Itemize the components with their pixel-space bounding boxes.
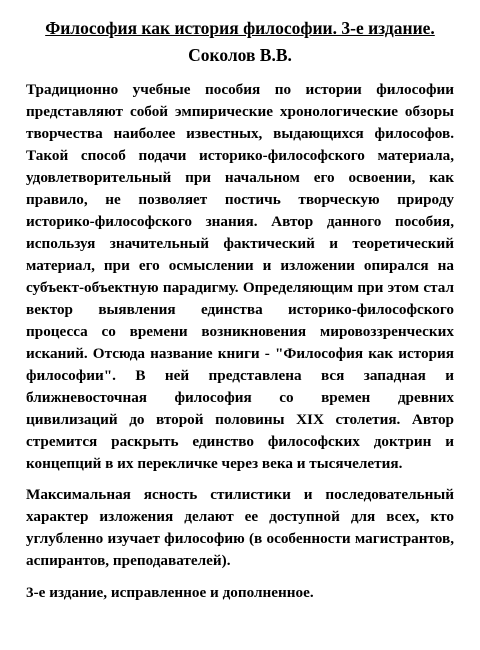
book-author: Соколов В.В. <box>188 45 292 65</box>
edition-note: 3-е издание, исправленное и дополненное. <box>26 584 314 601</box>
description-paragraph-1: Традиционно учебные пособия по истории философии представляют собой эмпирические хронологические обзоры творчества наиболее известных, выдающихся философов. Такой способ подачи историко-философского материала, удовлетворительный при начальном его освоении, как правило, не позволяет постичь творческую природу историко-философского знания. Автор данного пособия, используя значительный фактический и теоретический материал, при его осмыслении и изложении опирался на субъект-объектную парадигму. Определяющим при этом стал вектор выявления единства историко-философского процесса со времени возникновения мировоззренческих исканий. Отсюда название книги - "Философия как история философии". В ней представлена вся западная и ближневосточная философия со времен древних цивилизаций до второй половины XIX столетия. Автор стремится раскрыть единство философских доктрин и концепций в их перекличке через века и тысячелетия. <box>26 81 454 472</box>
description-paragraph-2: Максимальная ясность стилистики и последовательный характер изложения делают ее доступной для всех, кто углубленно изучает философию (в особенности магистрантов, аспирантов, преподавателей). <box>26 486 454 569</box>
book-title: Философия как история философии. 3-е издание. <box>45 18 435 38</box>
document-title <box>26 16 454 67</box>
